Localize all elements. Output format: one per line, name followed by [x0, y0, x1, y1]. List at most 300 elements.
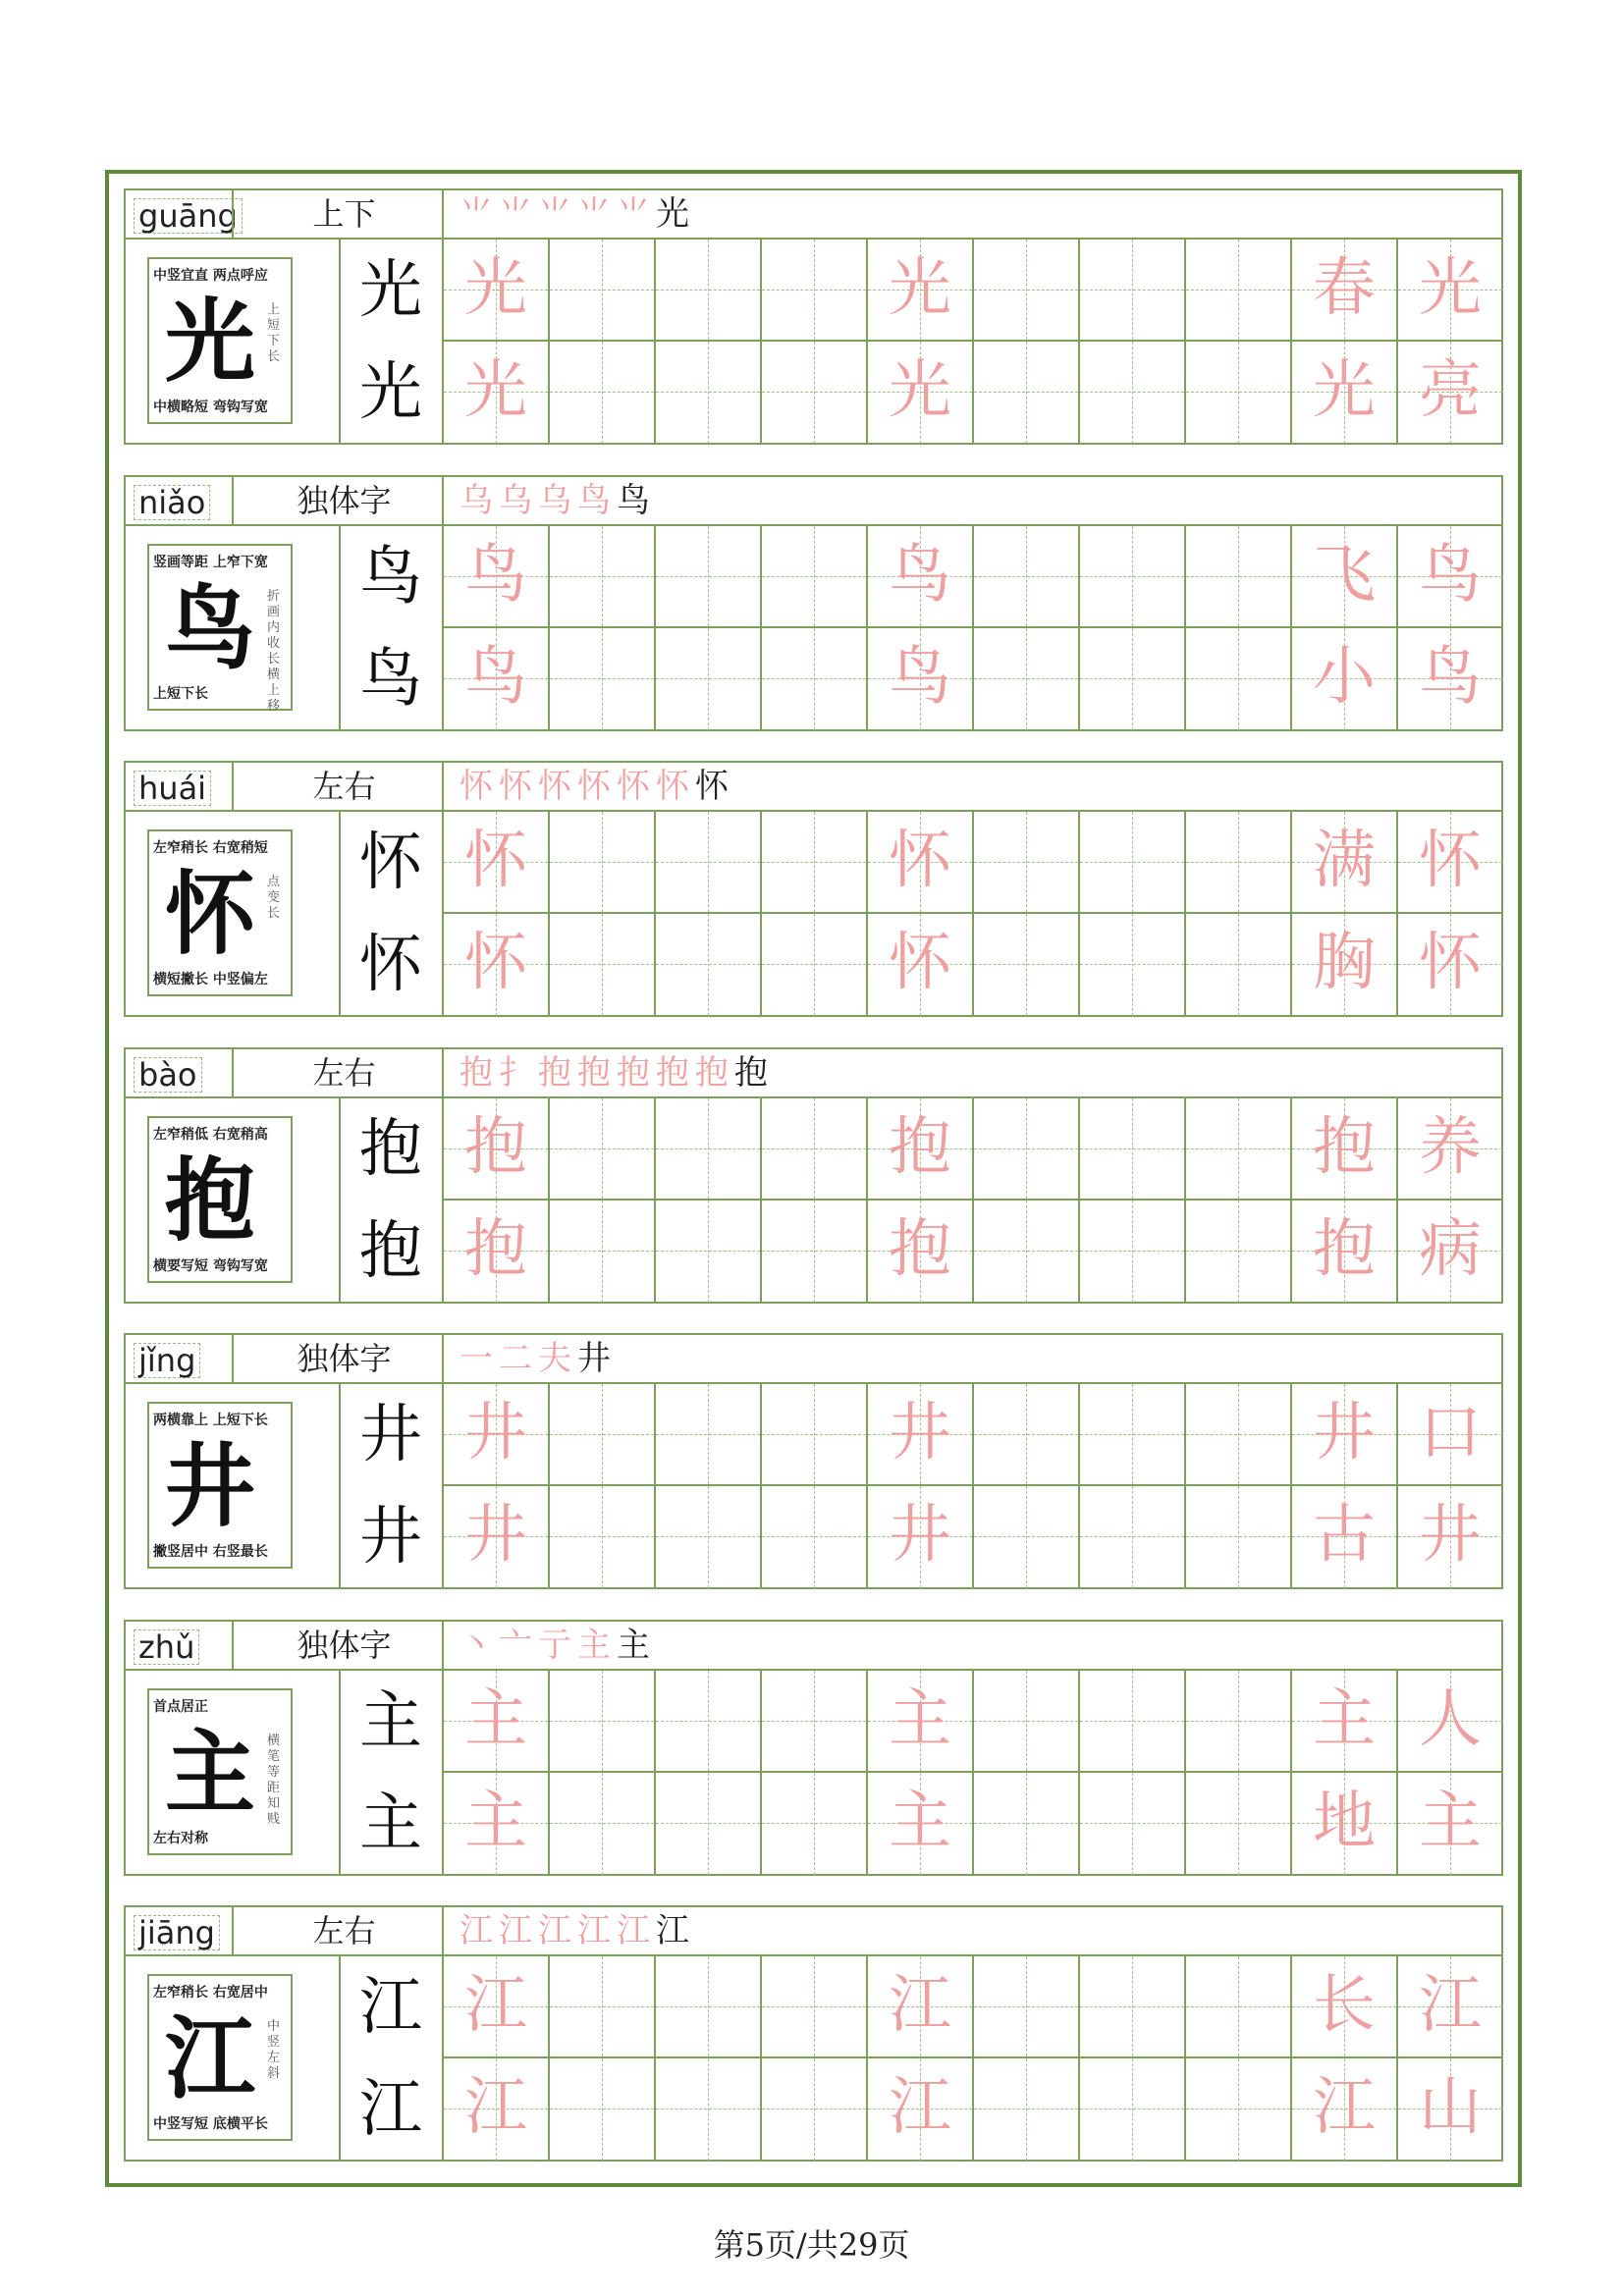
character-block: [124, 761, 1503, 1017]
grid-cell[interactable]: [548, 240, 654, 342]
grid-cell[interactable]: [548, 342, 654, 444]
grid-cell[interactable]: [1184, 342, 1290, 444]
word-trace-character: 人: [1419, 1683, 1482, 1756]
grid-cell[interactable]: [1184, 1671, 1290, 1773]
trace-character: 井: [464, 1499, 527, 1572]
grid-cell[interactable]: [1290, 1486, 1396, 1588]
grid-cell[interactable]: [548, 1671, 654, 1773]
stroke-step: 主: [617, 1626, 656, 1665]
grid-cell[interactable]: [972, 2058, 1078, 2161]
stroke-order: [460, 1622, 656, 1669]
stroke-step: 怀: [695, 767, 734, 806]
grid-cell[interactable]: [548, 526, 654, 628]
block-header: [124, 188, 1503, 240]
practice-area: [124, 1098, 1503, 1304]
guide-tip-bottom: 横要写短 弯钩写宽: [153, 1258, 268, 1274]
grid-cell[interactable]: [972, 1201, 1078, 1303]
grid-cell[interactable]: [1078, 240, 1184, 342]
stroke-step: 抱: [617, 1053, 656, 1093]
grid-cell[interactable]: [1396, 1201, 1502, 1303]
guide-tip-side: 折画内收 长横上移: [267, 589, 281, 714]
grid-row: [442, 1956, 1503, 2058]
writing-guide-card: [147, 544, 293, 714]
grid-cell[interactable]: [1396, 1486, 1502, 1588]
grid-cell[interactable]: [1290, 914, 1396, 1016]
word-trace-character: 春: [1313, 252, 1376, 325]
stroke-step: 扌: [499, 1053, 538, 1093]
model-character: 怀: [359, 929, 422, 1001]
grid-cell[interactable]: [654, 526, 760, 628]
practice-area: [124, 1384, 1503, 1589]
practice-area: [124, 812, 1503, 1017]
grid-cell[interactable]: [1290, 1773, 1396, 1875]
grid-cell[interactable]: [1078, 1201, 1184, 1303]
grid-cell[interactable]: [1078, 1098, 1184, 1201]
character-block: [124, 1905, 1503, 2162]
grid-cell[interactable]: [442, 1384, 548, 1486]
stroke-step: 江: [538, 1911, 577, 1950]
grid-cell[interactable]: [1184, 1486, 1290, 1588]
trace-character: 光: [464, 354, 527, 427]
trace-character: 怀: [889, 825, 951, 897]
structure-label: 上下: [312, 195, 376, 233]
grid-cell[interactable]: [1290, 342, 1396, 444]
guide-tip-top: 两横靠上 上短下长: [153, 1413, 268, 1428]
grid-cell[interactable]: [760, 1956, 866, 2058]
trace-character: 鸟: [464, 641, 527, 714]
pinyin-label: jiāng: [134, 1915, 220, 1950]
stroke-step: ⺌: [617, 194, 656, 234]
guide-tip-bottom: 中横略短 弯钩写宽: [153, 400, 268, 415]
character-block: [124, 188, 1503, 445]
grid-cell[interactable]: [442, 1201, 548, 1303]
practice-area: [124, 240, 1503, 445]
block-header: [124, 761, 1503, 812]
grid-cell[interactable]: [972, 1671, 1078, 1773]
pinyin-label: niǎo: [134, 485, 210, 520]
grid-cell[interactable]: [548, 812, 654, 914]
grid-cell[interactable]: [1290, 240, 1396, 342]
grid-cell[interactable]: [1396, 1773, 1502, 1875]
pinyin-label: zhǔ: [134, 1629, 199, 1665]
writing-guide-card: [147, 829, 293, 996]
grid-cell[interactable]: [972, 1956, 1078, 2058]
pinyin-label: guāng: [134, 198, 243, 234]
grid-cell[interactable]: [1184, 628, 1290, 730]
practice-area: [124, 1671, 1503, 1876]
grid-cell[interactable]: [1290, 1671, 1396, 1773]
grid-cell[interactable]: [866, 2058, 972, 2161]
grid-cell[interactable]: [1184, 526, 1290, 628]
guide-tip-top: 竖画等距 上窄下宽: [153, 555, 268, 570]
grid-cell[interactable]: [1290, 628, 1396, 730]
trace-character: 抱: [464, 1213, 527, 1286]
guide-tip-top: 左窄稍长 右宽稍短: [153, 840, 268, 856]
word-trace-character: 鸟: [1419, 641, 1482, 714]
guide-tip-side: 上短下长: [267, 302, 281, 364]
grid-row: [442, 1486, 1503, 1588]
stroke-step: 江: [499, 1911, 538, 1950]
stroke-step: 乌: [538, 481, 577, 520]
trace-character: 江: [464, 1969, 527, 2042]
grid-cell[interactable]: [866, 1956, 972, 2058]
structure-label: 独体字: [297, 482, 392, 519]
trace-character: 怀: [889, 927, 951, 999]
grid-cell[interactable]: [972, 812, 1078, 914]
grid-cell[interactable]: [760, 2058, 866, 2161]
grid-cell[interactable]: [548, 1956, 654, 2058]
grid-cell[interactable]: [1290, 1098, 1396, 1201]
grid-cell[interactable]: [1290, 812, 1396, 914]
pinyin-label: huái: [134, 771, 211, 806]
grid-cell[interactable]: [1396, 526, 1502, 628]
model-character: 鸟: [359, 541, 422, 614]
grid-row: [442, 628, 1503, 730]
grid-cell[interactable]: [972, 1486, 1078, 1588]
guide-tip-bottom: 左右对称: [153, 1831, 208, 1846]
grid-cell[interactable]: [1396, 240, 1502, 342]
stroke-order: [460, 1049, 774, 1096]
model-character: 主: [359, 1788, 422, 1860]
grid-cell[interactable]: [1078, 1956, 1184, 2058]
word-trace-character: 主: [1419, 1786, 1482, 1858]
grid-cell[interactable]: [1184, 812, 1290, 914]
grid-cell[interactable]: [866, 628, 972, 730]
stroke-step: 江: [460, 1911, 499, 1950]
word-trace-character: 飞: [1313, 539, 1376, 612]
stroke-step: 抱: [695, 1053, 734, 1093]
stroke-order: [460, 190, 695, 238]
trace-character: 鸟: [889, 539, 951, 612]
grid-cell[interactable]: [760, 1098, 866, 1201]
word-trace-character: 光: [1419, 252, 1482, 325]
tian-grid: [442, 812, 1503, 1015]
trace-character: 主: [889, 1683, 951, 1756]
grid-cell[interactable]: [760, 1201, 866, 1303]
stroke-step: 夫: [538, 1339, 577, 1378]
grid-cell[interactable]: [442, 526, 548, 628]
trace-character: 怀: [464, 927, 527, 999]
grid-cell[interactable]: [654, 2058, 760, 2161]
grid-cell[interactable]: [654, 812, 760, 914]
grid-cell[interactable]: [972, 342, 1078, 444]
block-header: [124, 1333, 1503, 1384]
grid-cell[interactable]: [972, 914, 1078, 1016]
grid-cell[interactable]: [442, 342, 548, 444]
stroke-step: 怀: [538, 767, 577, 806]
grid-cell[interactable]: [760, 1773, 866, 1875]
grid-cell[interactable]: [548, 2058, 654, 2161]
grid-cell[interactable]: [1396, 1384, 1502, 1486]
stroke-step: ⺌: [460, 194, 499, 234]
grid-cell[interactable]: [654, 342, 760, 444]
guide-tip-top: 左窄稍长 右宽居中: [153, 1985, 268, 2001]
guide-tip-side: 中竖左斜: [267, 2019, 281, 2081]
grid-cell[interactable]: [442, 1956, 548, 2058]
writing-guide-card: [147, 1974, 293, 2141]
grid-cell[interactable]: [1184, 1773, 1290, 1875]
word-trace-character: 亮: [1419, 354, 1482, 427]
grid-cell[interactable]: [1290, 526, 1396, 628]
grid-row: [442, 1098, 1503, 1201]
grid-cell[interactable]: [760, 342, 866, 444]
grid-cell[interactable]: [1078, 812, 1184, 914]
grid-cell[interactable]: [1396, 1956, 1502, 2058]
stroke-step: 主: [577, 1626, 617, 1665]
grid-cell[interactable]: [442, 2058, 548, 2161]
grid-cell[interactable]: [1290, 1201, 1396, 1303]
grid-cell[interactable]: [760, 812, 866, 914]
grid-cell[interactable]: [654, 1201, 760, 1303]
trace-character: 井: [889, 1499, 951, 1572]
word-trace-character: 养: [1419, 1111, 1482, 1184]
trace-character: 江: [464, 2071, 527, 2144]
character-block: [124, 1620, 1503, 1876]
guide-character: 江: [164, 2005, 255, 2111]
grid-cell[interactable]: [1078, 1773, 1184, 1875]
guide-character: 抱: [164, 1148, 255, 1254]
stroke-step: 江: [656, 1911, 695, 1950]
trace-character: 鸟: [464, 539, 527, 612]
grid-cell[interactable]: [442, 1486, 548, 1588]
grid-cell[interactable]: [442, 812, 548, 914]
grid-cell[interactable]: [654, 240, 760, 342]
model-character: 抱: [359, 1215, 422, 1288]
grid-cell[interactable]: [972, 628, 1078, 730]
grid-cell[interactable]: [866, 914, 972, 1016]
word-trace-character: 病: [1419, 1213, 1482, 1286]
stroke-order: [460, 1907, 695, 1954]
word-trace-character: 鸟: [1419, 539, 1482, 612]
tian-grid: [442, 526, 1503, 729]
grid-cell[interactable]: [654, 1773, 760, 1875]
grid-cell[interactable]: [866, 812, 972, 914]
grid-cell[interactable]: [1078, 914, 1184, 1016]
grid-cell[interactable]: [548, 1486, 654, 1588]
trace-character: 光: [889, 252, 951, 325]
grid-cell[interactable]: [1396, 1671, 1502, 1773]
stroke-step: 抱: [734, 1053, 774, 1093]
character-block: [124, 475, 1503, 731]
grid-cell[interactable]: [866, 1384, 972, 1486]
word-trace-character: 山: [1419, 2071, 1482, 2144]
grid-cell[interactable]: [972, 1098, 1078, 1201]
stroke-step: 鸟: [577, 481, 617, 520]
guide-tip-bottom: 中竖写短 底横平长: [153, 2116, 268, 2132]
stroke-step: ⺌: [538, 194, 577, 234]
grid-row: [442, 1671, 1503, 1773]
grid-cell[interactable]: [1184, 1098, 1290, 1201]
grid-cell[interactable]: [1396, 812, 1502, 914]
structure-label: 独体字: [297, 1627, 392, 1664]
trace-character: 抱: [889, 1213, 951, 1286]
pinyin-label: jǐng: [134, 1343, 200, 1378]
grid-cell[interactable]: [760, 1486, 866, 1588]
model-character: 鸟: [359, 643, 422, 716]
grid-cell[interactable]: [548, 628, 654, 730]
structure-label: 左右: [312, 1912, 376, 1949]
grid-cell[interactable]: [1290, 2058, 1396, 2161]
trace-character: 鸟: [889, 641, 951, 714]
grid-cell[interactable]: [1396, 628, 1502, 730]
tian-grid: [442, 240, 1503, 443]
grid-cell[interactable]: [654, 914, 760, 1016]
guide-tip-top: 中竖宜直 两点呼应: [153, 268, 268, 284]
stroke-step: 抱: [656, 1053, 695, 1093]
grid-cell[interactable]: [1078, 526, 1184, 628]
block-header: [124, 1047, 1503, 1098]
block-header: [124, 1620, 1503, 1671]
grid-cell[interactable]: [1396, 1098, 1502, 1201]
stroke-step: 抱: [460, 1053, 499, 1093]
guide-tip-top: 首点居正: [153, 1699, 208, 1715]
structure-label: 左右: [312, 768, 376, 805]
grid-cell[interactable]: [442, 1098, 548, 1201]
grid-cell[interactable]: [760, 628, 866, 730]
grid-cell[interactable]: [1184, 914, 1290, 1016]
grid-cell[interactable]: [1396, 914, 1502, 1016]
grid-cell[interactable]: [1290, 1384, 1396, 1486]
grid-cell[interactable]: [654, 1384, 760, 1486]
grid-cell[interactable]: [442, 914, 548, 1016]
grid-cell[interactable]: [760, 240, 866, 342]
grid-cell[interactable]: [760, 526, 866, 628]
guide-tip-side: 横笔等距 知贱: [267, 1734, 281, 1827]
grid-cell[interactable]: [1184, 2058, 1290, 2161]
structure-label: 独体字: [297, 1340, 392, 1377]
grid-cell[interactable]: [972, 240, 1078, 342]
grid-cell[interactable]: [1396, 2058, 1502, 2161]
grid-cell[interactable]: [972, 1384, 1078, 1486]
trace-character: 井: [889, 1397, 951, 1469]
grid-cell[interactable]: [1184, 1201, 1290, 1303]
trace-character: 江: [889, 1969, 951, 2042]
grid-cell[interactable]: [1078, 1384, 1184, 1486]
grid-cell[interactable]: [442, 240, 548, 342]
grid-row: [442, 1773, 1503, 1875]
trace-character: 主: [464, 1683, 527, 1756]
grid-cell[interactable]: [548, 1773, 654, 1875]
grid-cell[interactable]: [548, 1384, 654, 1486]
trace-character: 怀: [464, 825, 527, 897]
grid-cell[interactable]: [654, 1486, 760, 1588]
word-trace-character: 抱: [1313, 1111, 1376, 1184]
word-trace-character: 江: [1419, 1969, 1482, 2042]
guide-character: 井: [164, 1433, 255, 1539]
practice-area: [124, 1956, 1503, 2162]
guide-tip-side: 点变长: [267, 875, 281, 921]
stroke-step: ⺌: [577, 194, 617, 234]
character-block: [124, 1333, 1503, 1589]
model-character: 江: [359, 2073, 422, 2146]
grid-cell[interactable]: [866, 240, 972, 342]
trace-character: 井: [464, 1397, 527, 1469]
grid-cell[interactable]: [442, 628, 548, 730]
grid-cell[interactable]: [1290, 1956, 1396, 2058]
grid-cell[interactable]: [654, 628, 760, 730]
grid-cell[interactable]: [1184, 1384, 1290, 1486]
grid-row: [442, 1201, 1503, 1303]
grid-cell[interactable]: [1396, 342, 1502, 444]
model-character: 江: [359, 1971, 422, 2044]
grid-cell[interactable]: [654, 1671, 760, 1773]
stroke-step: 抱: [577, 1053, 617, 1093]
grid-cell[interactable]: [866, 1486, 972, 1588]
grid-cell[interactable]: [442, 1773, 548, 1875]
grid-cell[interactable]: [1184, 1956, 1290, 2058]
word-trace-character: 抱: [1313, 1213, 1376, 1286]
grid-cell[interactable]: [1078, 342, 1184, 444]
grid-cell[interactable]: [1184, 240, 1290, 342]
grid-cell[interactable]: [866, 1773, 972, 1875]
grid-cell[interactable]: [548, 1098, 654, 1201]
grid-cell[interactable]: [866, 1201, 972, 1303]
grid-cell[interactable]: [760, 1671, 866, 1773]
guide-character: 鸟: [164, 575, 255, 681]
grid-cell[interactable]: [548, 1201, 654, 1303]
grid-cell[interactable]: [442, 1671, 548, 1773]
model-character: 光: [359, 254, 422, 327]
block-header: [124, 1905, 1503, 1956]
grid-cell[interactable]: [866, 526, 972, 628]
trace-character: 光: [889, 354, 951, 427]
word-trace-character: 江: [1313, 2071, 1376, 2144]
grid-cell[interactable]: [1078, 628, 1184, 730]
stroke-step: 井: [577, 1339, 617, 1378]
grid-cell[interactable]: [548, 914, 654, 1016]
grid-cell[interactable]: [654, 1956, 760, 2058]
stroke-step: 怀: [499, 767, 538, 806]
grid-cell[interactable]: [1078, 1486, 1184, 1588]
page-footer: 第5页/共29页: [713, 2226, 910, 2264]
tian-grid: [442, 1671, 1503, 1874]
grid-cell[interactable]: [866, 1671, 972, 1773]
grid-cell[interactable]: [1078, 2058, 1184, 2161]
grid-cell[interactable]: [760, 914, 866, 1016]
guide-character: 光: [164, 289, 255, 395]
stroke-step: 江: [617, 1911, 656, 1950]
grid-cell[interactable]: [972, 526, 1078, 628]
word-trace-character: 满: [1313, 825, 1376, 897]
grid-cell[interactable]: [866, 1098, 972, 1201]
stroke-order: [460, 763, 734, 810]
grid-cell[interactable]: [1078, 1671, 1184, 1773]
grid-cell[interactable]: [866, 342, 972, 444]
stroke-step: ⺌: [499, 194, 538, 234]
grid-cell[interactable]: [760, 1384, 866, 1486]
model-character: 主: [359, 1685, 422, 1758]
trace-character: 主: [464, 1786, 527, 1858]
grid-row: [442, 812, 1503, 914]
block-header: [124, 475, 1503, 526]
trace-character: 抱: [464, 1111, 527, 1184]
structure-label: 左右: [312, 1054, 376, 1092]
tian-grid: [442, 1098, 1503, 1302]
stroke-step: 亠: [499, 1626, 538, 1665]
stroke-step: 鸟: [617, 481, 656, 520]
stroke-step: 乌: [499, 481, 538, 520]
grid-cell[interactable]: [972, 1773, 1078, 1875]
model-character: 怀: [359, 827, 422, 899]
stroke-order: [460, 1335, 617, 1382]
grid-row: [442, 914, 1503, 1016]
word-trace-character: 古: [1313, 1499, 1376, 1572]
grid-row: [442, 526, 1503, 628]
grid-row: [442, 342, 1503, 444]
word-trace-character: 长: [1313, 1969, 1376, 2042]
word-trace-character: 井: [1419, 1499, 1482, 1572]
grid-cell[interactable]: [654, 1098, 760, 1201]
